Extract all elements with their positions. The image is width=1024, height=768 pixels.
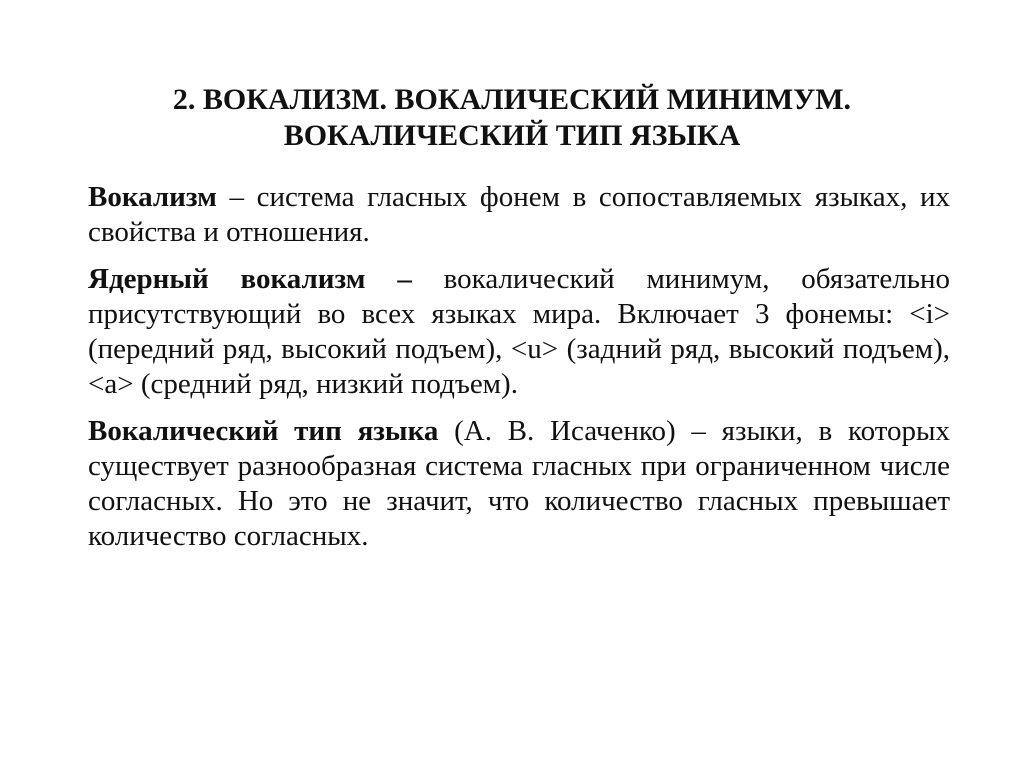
paragraph-vocalic-type	[88, 414, 950, 554]
paragraph-core-vocalism	[88, 262, 950, 402]
slide-title	[60, 82, 964, 154]
paragraph-vocalism	[88, 180, 950, 250]
definition-vocalic-type: (А. В. Исаченко) – языки, в которых существует разнообразная система гласных при ограниченном числе согласных. Но это не значит, что количество гласных превышает количество согласных.	[88, 415, 950, 552]
definition-vocalism: – система гласных фонем в сопоставляемых языках, их свойства и отношения.	[88, 181, 950, 248]
term-vocalic-type: Вокалический тип языка	[88, 415, 439, 447]
definition-core-vocalism: вокалический минимум, обязательно присутствующий во всех языках мира. Включает 3 фонемы: <i> (передний ряд, высокий подъем), <u> (задний ряд, высокий подъем), <a> (средний ряд, низкий подъем).	[88, 263, 950, 400]
term-core-vocalism: Ядерный вокализм –	[88, 263, 412, 295]
title-line-1: 2. ВОКАЛИЗМ. ВОКАЛИЧЕСКИЙ МИНИМУМ.	[172, 83, 852, 116]
term-vocalism: Вокализм	[88, 181, 217, 213]
slide-body	[88, 180, 950, 566]
title-line-2: ВОКАЛИЧЕСКИЙ ТИП ЯЗЫКА	[283, 119, 741, 152]
